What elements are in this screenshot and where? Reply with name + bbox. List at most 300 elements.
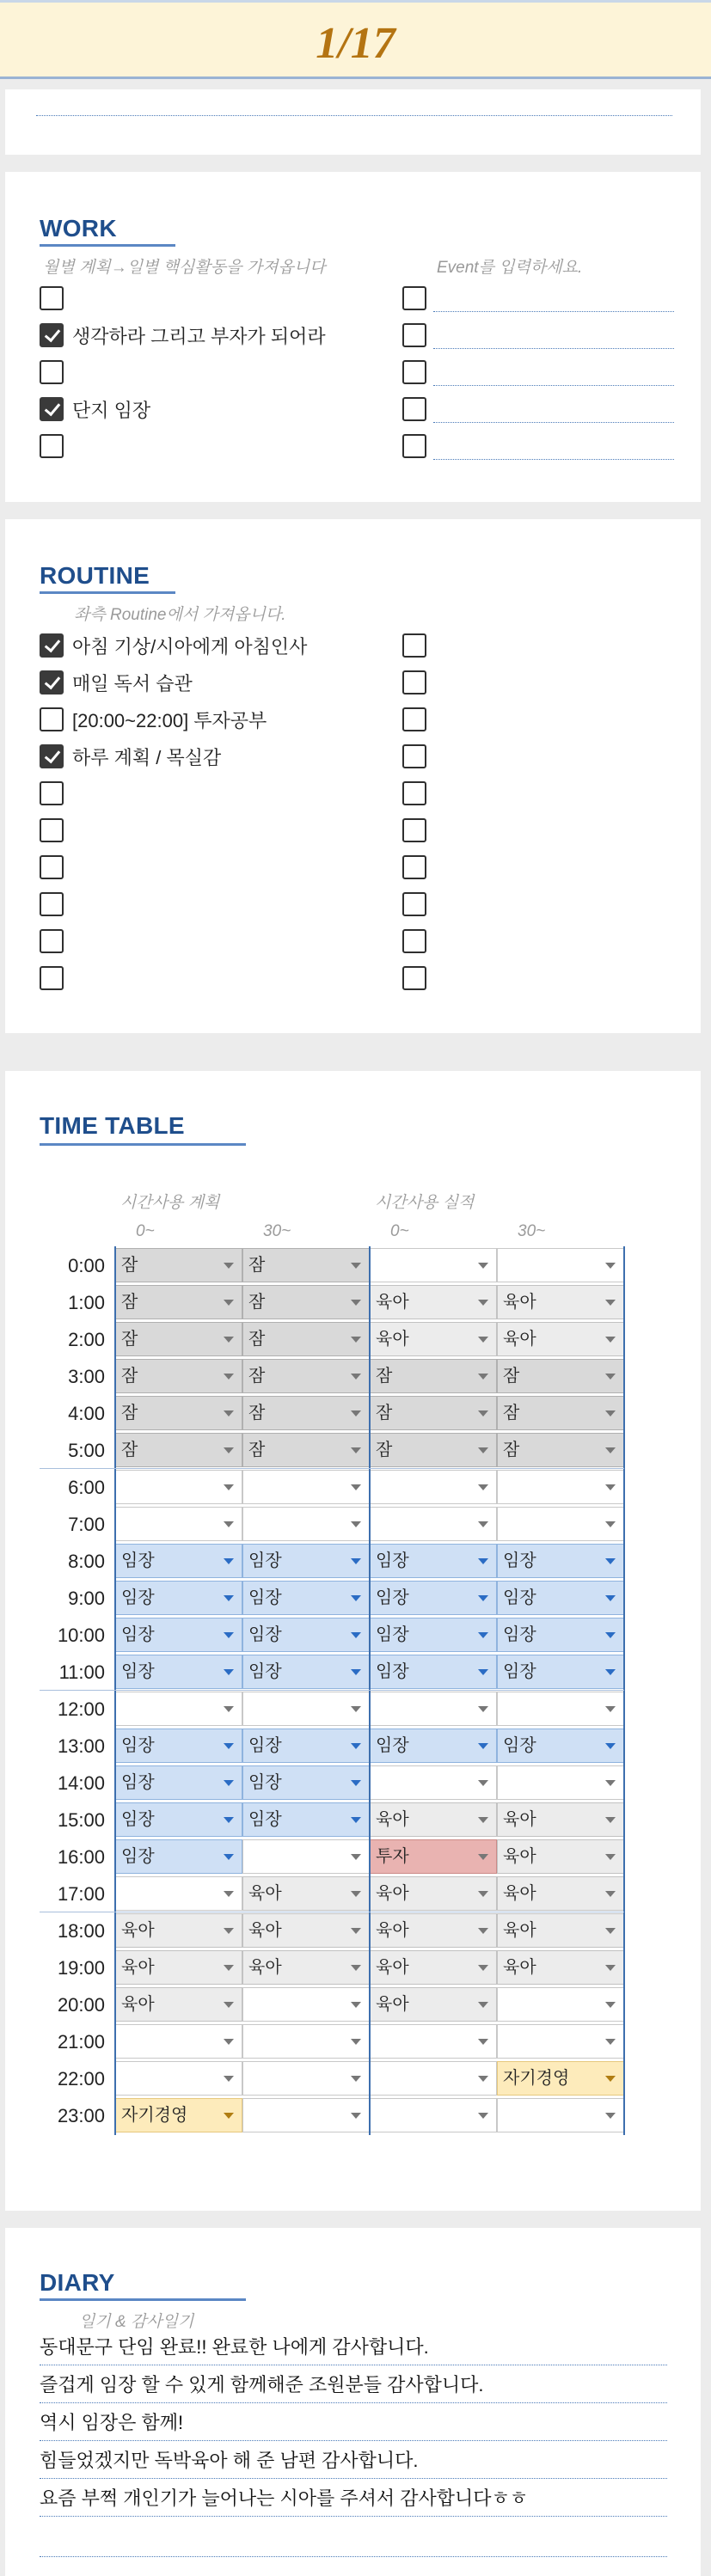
timetable-dropdown[interactable] bbox=[115, 1913, 242, 1948]
timetable-dropdown[interactable] bbox=[115, 1950, 242, 1985]
checkbox-unchecked[interactable] bbox=[40, 818, 64, 842]
checklist-row[interactable] bbox=[402, 888, 435, 921]
chevron-down-icon[interactable] bbox=[224, 1928, 234, 1934]
timetable-dropdown[interactable] bbox=[115, 1359, 242, 1393]
chevron-down-icon[interactable] bbox=[351, 1374, 361, 1380]
chevron-down-icon[interactable] bbox=[224, 1484, 234, 1490]
checklist-row[interactable] bbox=[40, 888, 72, 921]
time-label: 21:00 bbox=[57, 2031, 105, 2053]
timetable-dropdown[interactable] bbox=[242, 1507, 370, 1541]
timetable-dropdown[interactable] bbox=[370, 1248, 497, 1282]
timetable-dropdown[interactable] bbox=[497, 1692, 624, 1726]
timetable-dropdown[interactable] bbox=[370, 1618, 497, 1652]
chevron-down-icon[interactable] bbox=[351, 2002, 361, 2008]
checkbox-unchecked[interactable] bbox=[402, 855, 426, 879]
checkbox-checked[interactable] bbox=[40, 323, 64, 347]
chevron-down-icon[interactable] bbox=[224, 1780, 234, 1786]
chevron-down-icon[interactable] bbox=[351, 1669, 361, 1675]
chevron-down-icon[interactable] bbox=[351, 1928, 361, 1934]
chevron-down-icon[interactable] bbox=[224, 1558, 234, 1564]
checkbox-unchecked[interactable] bbox=[402, 707, 426, 731]
checkbox-unchecked[interactable] bbox=[40, 781, 64, 805]
timetable-dropdown[interactable] bbox=[497, 1544, 624, 1578]
timetable-dropdown[interactable] bbox=[242, 1285, 370, 1319]
timetable-dropdown[interactable] bbox=[115, 1507, 242, 1541]
timetable-dropdown[interactable] bbox=[115, 1248, 242, 1282]
chevron-down-icon[interactable] bbox=[478, 2039, 488, 2045]
checklist-row[interactable] bbox=[402, 851, 435, 884]
chevron-down-icon[interactable] bbox=[478, 1706, 488, 1712]
chevron-down-icon[interactable] bbox=[605, 1817, 616, 1823]
chevron-down-icon[interactable] bbox=[351, 2113, 361, 2119]
chevron-down-icon[interactable] bbox=[224, 1743, 234, 1749]
chevron-down-icon[interactable] bbox=[351, 1595, 361, 1601]
chevron-down-icon[interactable] bbox=[605, 1595, 616, 1601]
checkbox-unchecked[interactable] bbox=[40, 892, 64, 916]
event-input-line[interactable] bbox=[433, 348, 674, 349]
checklist-row[interactable] bbox=[402, 703, 435, 736]
chevron-down-icon[interactable] bbox=[478, 1410, 488, 1416]
time-label: 19:00 bbox=[57, 1957, 105, 1979]
checklist-row[interactable] bbox=[40, 851, 72, 884]
chevron-down-icon[interactable] bbox=[351, 1447, 361, 1453]
diary-section bbox=[5, 2228, 701, 2576]
timetable-dropdown[interactable] bbox=[115, 1876, 242, 1911]
chevron-down-icon[interactable] bbox=[605, 2039, 616, 2045]
checkbox-unchecked[interactable] bbox=[40, 286, 64, 310]
timetable-dropdown[interactable] bbox=[497, 2098, 624, 2132]
work-title-underline bbox=[40, 244, 175, 247]
chevron-down-icon[interactable] bbox=[605, 1669, 616, 1675]
chevron-down-icon[interactable] bbox=[224, 2002, 234, 2008]
chevron-down-icon[interactable] bbox=[605, 1632, 616, 1638]
timetable-dropdown[interactable] bbox=[497, 1581, 624, 1615]
chevron-down-icon[interactable] bbox=[605, 1337, 616, 1343]
checkbox-unchecked[interactable] bbox=[402, 633, 426, 658]
timetable-dropdown[interactable] bbox=[370, 1359, 497, 1393]
chevron-down-icon[interactable] bbox=[478, 2076, 488, 2082]
checklist-label: 하루 계획 / 목실감 bbox=[72, 746, 222, 768]
timetable-dropdown[interactable] bbox=[497, 1285, 624, 1319]
chevron-down-icon[interactable] bbox=[478, 1300, 488, 1306]
timetable-dropdown[interactable] bbox=[370, 1507, 497, 1541]
checklist-row[interactable] bbox=[402, 393, 435, 425]
dropdown-value: 잠 bbox=[503, 1367, 520, 1386]
checkbox-checked[interactable] bbox=[40, 670, 64, 694]
chevron-down-icon[interactable] bbox=[478, 1743, 488, 1749]
checklist-row[interactable] bbox=[40, 430, 72, 462]
timetable-dropdown[interactable] bbox=[242, 1359, 370, 1393]
chevron-down-icon[interactable] bbox=[478, 1595, 488, 1601]
chevron-down-icon[interactable] bbox=[605, 2002, 616, 2008]
checklist-row[interactable] bbox=[40, 319, 326, 352]
chevron-down-icon[interactable] bbox=[351, 1558, 361, 1564]
timetable-dropdown[interactable] bbox=[242, 1544, 370, 1578]
timetable-dropdown[interactable] bbox=[115, 1322, 242, 1356]
chevron-down-icon[interactable] bbox=[478, 1928, 488, 1934]
chevron-down-icon[interactable] bbox=[351, 1965, 361, 1971]
event-input-line[interactable] bbox=[433, 422, 674, 423]
timetable-dropdown[interactable] bbox=[115, 1433, 242, 1467]
timetable-dropdown[interactable] bbox=[115, 2061, 242, 2096]
timetable-dropdown[interactable] bbox=[370, 1433, 497, 1467]
timetable-dropdown[interactable] bbox=[242, 2024, 370, 2059]
checkbox-unchecked[interactable] bbox=[40, 434, 64, 458]
timetable-dropdown[interactable] bbox=[370, 1729, 497, 1763]
chevron-down-icon[interactable] bbox=[224, 1817, 234, 1823]
checkbox-unchecked[interactable] bbox=[402, 360, 426, 384]
checklist-row[interactable] bbox=[402, 666, 435, 699]
dropdown-value: 잠 bbox=[121, 1293, 138, 1312]
event-input-line[interactable] bbox=[433, 385, 674, 386]
timetable-dropdown[interactable] bbox=[497, 2061, 624, 2096]
diary-entry[interactable]: 동대문구 단임 완료!! 완료한 나에게 감사합니다. bbox=[40, 2331, 667, 2365]
timetable-dropdown[interactable] bbox=[370, 1470, 497, 1504]
chevron-down-icon[interactable] bbox=[478, 1891, 488, 1897]
checkbox-checked[interactable] bbox=[40, 633, 64, 658]
timetable-subheader: 30~ bbox=[263, 1222, 291, 1240]
checklist-row[interactable] bbox=[40, 777, 72, 810]
chevron-down-icon[interactable] bbox=[224, 1595, 234, 1601]
chevron-down-icon[interactable] bbox=[478, 1521, 488, 1527]
timetable-dropdown[interactable] bbox=[370, 1396, 497, 1430]
timetable-dropdown[interactable] bbox=[242, 2061, 370, 2096]
checklist-row[interactable] bbox=[40, 814, 72, 847]
timetable-dropdown[interactable] bbox=[370, 1655, 497, 1689]
dropdown-value: 임장 bbox=[121, 1588, 155, 1607]
timetable-dropdown[interactable] bbox=[242, 1581, 370, 1615]
time-label: 4:00 bbox=[68, 1403, 105, 1424]
chevron-down-icon[interactable] bbox=[351, 1300, 361, 1306]
dropdown-value: 임장 bbox=[248, 1625, 282, 1644]
timetable-dropdown[interactable] bbox=[370, 1802, 497, 1837]
timetable-dropdown[interactable] bbox=[370, 1876, 497, 1911]
checklist-row[interactable] bbox=[40, 356, 72, 389]
dropdown-value: 육아 bbox=[503, 1293, 536, 1312]
timetable-dropdown[interactable] bbox=[115, 1396, 242, 1430]
chevron-down-icon[interactable] bbox=[351, 1484, 361, 1490]
timetable-dropdown[interactable] bbox=[242, 1396, 370, 1430]
timetable-dropdown[interactable] bbox=[115, 1987, 242, 2022]
timetable-dropdown[interactable] bbox=[242, 1322, 370, 1356]
timetable-dropdown[interactable] bbox=[242, 1248, 370, 1282]
chevron-down-icon[interactable] bbox=[224, 1300, 234, 1306]
chevron-down-icon[interactable] bbox=[605, 1300, 616, 1306]
timetable-dropdown[interactable] bbox=[242, 1876, 370, 1911]
timetable-dropdown[interactable] bbox=[497, 1507, 624, 1541]
timetable-dropdown[interactable] bbox=[497, 1876, 624, 1911]
chevron-down-icon[interactable] bbox=[605, 1780, 616, 1786]
chevron-down-icon[interactable] bbox=[605, 1928, 616, 1934]
chevron-down-icon[interactable] bbox=[351, 1521, 361, 1527]
timetable-dropdown[interactable] bbox=[115, 1544, 242, 1578]
timetable-dropdown[interactable] bbox=[115, 1470, 242, 1504]
timetable-dropdown[interactable] bbox=[370, 1692, 497, 1726]
chevron-down-icon[interactable] bbox=[605, 2113, 616, 2119]
dropdown-value: 잠 bbox=[248, 1330, 266, 1349]
chevron-down-icon[interactable] bbox=[605, 1854, 616, 1860]
timetable-dropdown[interactable] bbox=[242, 1913, 370, 1948]
checkbox-checked[interactable] bbox=[40, 397, 64, 421]
timetable-dropdown[interactable] bbox=[497, 1839, 624, 1874]
chevron-down-icon[interactable] bbox=[224, 1965, 234, 1971]
timetable-dropdown[interactable] bbox=[115, 1839, 242, 1874]
checkbox-unchecked[interactable] bbox=[402, 286, 426, 310]
chevron-down-icon[interactable] bbox=[351, 1706, 361, 1712]
timetable-dropdown[interactable] bbox=[370, 2061, 497, 2096]
checkbox-unchecked[interactable] bbox=[402, 781, 426, 805]
timetable-dropdown[interactable] bbox=[497, 1433, 624, 1467]
timetable-dropdown[interactable] bbox=[242, 1839, 370, 1874]
chevron-down-icon[interactable] bbox=[478, 1374, 488, 1380]
event-input-line[interactable] bbox=[433, 311, 674, 312]
chevron-down-icon[interactable] bbox=[478, 1854, 488, 1860]
timetable-dropdown[interactable] bbox=[242, 1950, 370, 1985]
timetable-divider bbox=[623, 1246, 625, 2135]
chevron-down-icon[interactable] bbox=[605, 2076, 616, 2082]
dropdown-value: 육아 bbox=[503, 1330, 536, 1349]
chevron-down-icon[interactable] bbox=[224, 2076, 234, 2082]
chevron-down-icon[interactable] bbox=[605, 1558, 616, 1564]
chevron-down-icon[interactable] bbox=[351, 2076, 361, 2082]
chevron-down-icon[interactable] bbox=[351, 1337, 361, 1343]
checklist-row[interactable] bbox=[402, 629, 435, 662]
timetable-dropdown[interactable] bbox=[242, 1692, 370, 1726]
checkbox-unchecked[interactable] bbox=[402, 744, 426, 768]
dropdown-value: 잠 bbox=[248, 1404, 266, 1423]
chevron-down-icon[interactable] bbox=[478, 1780, 488, 1786]
timetable-dropdown[interactable] bbox=[242, 2098, 370, 2132]
checkbox-unchecked[interactable] bbox=[402, 818, 426, 842]
checkbox-unchecked[interactable] bbox=[40, 360, 64, 384]
timetable-dropdown[interactable] bbox=[497, 1396, 624, 1430]
chevron-down-icon[interactable] bbox=[351, 1854, 361, 1860]
timetable-dropdown[interactable] bbox=[115, 1729, 242, 1763]
checklist-row[interactable] bbox=[402, 777, 435, 810]
checkbox-unchecked[interactable] bbox=[40, 855, 64, 879]
timetable-dropdown[interactable] bbox=[370, 1839, 497, 1874]
diary-entry[interactable]: 요즘 부쩍 개인기가 늘어나는 시아를 주셔서 감사합니다ㅎㅎ bbox=[40, 2482, 667, 2517]
timetable-divider bbox=[369, 1246, 371, 2135]
chevron-down-icon[interactable] bbox=[351, 1817, 361, 1823]
checklist-row[interactable] bbox=[40, 666, 193, 699]
chevron-down-icon[interactable] bbox=[605, 1374, 616, 1380]
timetable-dropdown[interactable] bbox=[497, 1950, 624, 1985]
timetable-dropdown[interactable] bbox=[497, 1470, 624, 1504]
timetable-dropdown[interactable] bbox=[497, 1359, 624, 1393]
timetable-dropdown[interactable] bbox=[115, 1581, 242, 1615]
chevron-down-icon[interactable] bbox=[478, 1817, 488, 1823]
diary-entry[interactable]: 즐겁게 임장 할 수 있게 함께해준 조원분들 감사합니다. bbox=[40, 2369, 667, 2403]
timetable-dropdown[interactable] bbox=[497, 1987, 624, 2022]
diary-entry[interactable]: 힘들었겠지만 독박육아 해 준 남편 감사합니다. bbox=[40, 2444, 667, 2479]
event-input-line[interactable] bbox=[433, 459, 674, 460]
chevron-down-icon[interactable] bbox=[224, 1706, 234, 1712]
work-hint-left: 월별 계획→일별 핵심활동을 가져옵니다 bbox=[43, 259, 326, 277]
routine-title-underline bbox=[40, 591, 175, 594]
chevron-down-icon[interactable] bbox=[478, 1337, 488, 1343]
chevron-down-icon[interactable] bbox=[605, 1743, 616, 1749]
checklist-row[interactable] bbox=[402, 740, 435, 773]
chevron-down-icon[interactable] bbox=[478, 1484, 488, 1490]
chevron-down-icon[interactable] bbox=[605, 1706, 616, 1712]
timetable-dropdown[interactable] bbox=[497, 1913, 624, 1948]
timetable-dropdown[interactable] bbox=[115, 1802, 242, 1837]
chevron-down-icon[interactable] bbox=[224, 1263, 234, 1269]
chevron-down-icon[interactable] bbox=[224, 1410, 234, 1416]
chevron-down-icon[interactable] bbox=[351, 1780, 361, 1786]
timetable-dropdown[interactable] bbox=[370, 1950, 497, 1985]
checkbox-unchecked[interactable] bbox=[40, 929, 64, 953]
timetable-dropdown[interactable] bbox=[115, 2098, 242, 2132]
timetable-dropdown[interactable] bbox=[242, 1987, 370, 2022]
checklist-row[interactable] bbox=[402, 925, 435, 958]
chevron-down-icon[interactable] bbox=[224, 1632, 234, 1638]
time-label: 3:00 bbox=[68, 1366, 105, 1387]
checklist-row[interactable] bbox=[402, 430, 435, 462]
timetable-dropdown[interactable] bbox=[370, 1544, 497, 1578]
chevron-down-icon[interactable] bbox=[351, 1743, 361, 1749]
chevron-down-icon[interactable] bbox=[605, 1484, 616, 1490]
checklist-row[interactable] bbox=[40, 703, 267, 736]
timetable-dropdown[interactable] bbox=[115, 1285, 242, 1319]
checkbox-unchecked[interactable] bbox=[402, 892, 426, 916]
timetable-dropdown[interactable] bbox=[242, 1433, 370, 1467]
checkbox-unchecked[interactable] bbox=[402, 670, 426, 694]
timetable-dropdown[interactable] bbox=[497, 1248, 624, 1282]
diary-entry[interactable]: 역시 임장은 함께! bbox=[40, 2407, 667, 2441]
chevron-down-icon[interactable] bbox=[478, 2002, 488, 2008]
dropdown-value: 투자 bbox=[376, 1847, 409, 1866]
timetable-dropdown[interactable] bbox=[242, 1802, 370, 1837]
time-label: 0:00 bbox=[68, 1255, 105, 1276]
dropdown-value: 임장 bbox=[503, 1736, 536, 1755]
checklist-row[interactable] bbox=[402, 814, 435, 847]
checklist-row[interactable] bbox=[40, 962, 72, 994]
timetable-dropdown[interactable] bbox=[115, 2024, 242, 2059]
chevron-down-icon[interactable] bbox=[224, 1337, 234, 1343]
chevron-down-icon[interactable] bbox=[224, 1521, 234, 1527]
timetable-dropdown[interactable] bbox=[370, 1987, 497, 2022]
checklist-row[interactable] bbox=[40, 393, 150, 425]
header-note-line[interactable] bbox=[36, 115, 672, 116]
dropdown-value: 잠 bbox=[248, 1367, 266, 1386]
timetable-dropdown[interactable] bbox=[370, 1285, 497, 1319]
chevron-down-icon[interactable] bbox=[478, 1447, 488, 1453]
chevron-down-icon[interactable] bbox=[224, 1891, 234, 1897]
checkbox-unchecked[interactable] bbox=[402, 929, 426, 953]
chevron-down-icon[interactable] bbox=[478, 1965, 488, 1971]
chevron-down-icon[interactable] bbox=[224, 2039, 234, 2045]
chevron-down-icon[interactable] bbox=[478, 1263, 488, 1269]
chevron-down-icon[interactable] bbox=[605, 1263, 616, 1269]
chevron-down-icon[interactable] bbox=[605, 1410, 616, 1416]
timetable-dropdown[interactable] bbox=[497, 1618, 624, 1652]
chevron-down-icon[interactable] bbox=[478, 2113, 488, 2119]
timetable-dropdown[interactable] bbox=[497, 1322, 624, 1356]
chevron-down-icon[interactable] bbox=[224, 2113, 234, 2119]
timetable-dropdown[interactable] bbox=[115, 1618, 242, 1652]
chevron-down-icon[interactable] bbox=[351, 1263, 361, 1269]
checklist-label: 생각하라 그리고 부자가 되어라 bbox=[72, 325, 326, 347]
timetable-dropdown[interactable] bbox=[497, 1655, 624, 1689]
checklist-row[interactable] bbox=[402, 319, 435, 352]
checklist-row[interactable] bbox=[40, 925, 72, 958]
timetable-dropdown[interactable] bbox=[497, 2024, 624, 2059]
timetable-dropdown[interactable] bbox=[242, 1729, 370, 1763]
timetable-dropdown[interactable] bbox=[242, 1618, 370, 1652]
timetable-dropdown[interactable] bbox=[370, 2098, 497, 2132]
diary-empty-line[interactable] bbox=[40, 2556, 667, 2557]
dropdown-value: 자기경영 bbox=[503, 2069, 570, 2088]
timetable-dropdown[interactable] bbox=[370, 1913, 497, 1948]
timetable-dropdown[interactable] bbox=[115, 1655, 242, 1689]
timetable-dropdown[interactable] bbox=[497, 1765, 624, 1800]
checkbox-unchecked[interactable] bbox=[402, 966, 426, 990]
chevron-down-icon[interactable] bbox=[351, 2039, 361, 2045]
checkbox-unchecked[interactable] bbox=[402, 323, 426, 347]
timetable-dropdown[interactable] bbox=[370, 1765, 497, 1800]
timetable-dropdown[interactable] bbox=[115, 1692, 242, 1726]
timetable-dropdown[interactable] bbox=[242, 1470, 370, 1504]
chevron-down-icon[interactable] bbox=[351, 1632, 361, 1638]
chevron-down-icon[interactable] bbox=[605, 1521, 616, 1527]
time-label: 13:00 bbox=[57, 1735, 105, 1757]
checkbox-unchecked[interactable] bbox=[402, 397, 426, 421]
diary-title-underline bbox=[40, 2298, 246, 2301]
timetable-dropdown[interactable] bbox=[242, 1655, 370, 1689]
chevron-down-icon[interactable] bbox=[478, 1558, 488, 1564]
chevron-down-icon[interactable] bbox=[478, 1632, 488, 1638]
chevron-down-icon[interactable] bbox=[605, 1891, 616, 1897]
checkbox-unchecked[interactable] bbox=[40, 707, 64, 731]
checklist-row[interactable] bbox=[40, 282, 72, 315]
checklist-row[interactable] bbox=[402, 282, 435, 315]
time-label: 7:00 bbox=[68, 1514, 105, 1535]
checklist-row[interactable] bbox=[402, 962, 435, 994]
chevron-down-icon[interactable] bbox=[351, 1891, 361, 1897]
chevron-down-icon[interactable] bbox=[605, 1965, 616, 1971]
dropdown-value: 임장 bbox=[121, 1551, 155, 1570]
chevron-down-icon[interactable] bbox=[224, 1374, 234, 1380]
checklist-row[interactable] bbox=[40, 629, 307, 662]
checkbox-unchecked[interactable] bbox=[40, 966, 64, 990]
checkbox-checked[interactable] bbox=[40, 744, 64, 768]
chevron-down-icon[interactable] bbox=[351, 1410, 361, 1416]
dropdown-value: 임장 bbox=[503, 1662, 536, 1681]
checklist-row[interactable] bbox=[40, 740, 221, 773]
timetable-dropdown[interactable] bbox=[370, 2024, 497, 2059]
checklist-row[interactable] bbox=[402, 356, 435, 389]
dropdown-value: 임장 bbox=[376, 1625, 409, 1644]
timetable-dropdown[interactable] bbox=[497, 1802, 624, 1837]
chevron-down-icon[interactable] bbox=[478, 1669, 488, 1675]
timetable-dropdown[interactable] bbox=[370, 1322, 497, 1356]
timetable-dropdown[interactable] bbox=[242, 1765, 370, 1800]
chevron-down-icon[interactable] bbox=[224, 1447, 234, 1453]
chevron-down-icon[interactable] bbox=[224, 1669, 234, 1675]
dropdown-value: 임장 bbox=[248, 1588, 282, 1607]
checkbox-unchecked[interactable] bbox=[402, 434, 426, 458]
timetable-dropdown[interactable] bbox=[370, 1581, 497, 1615]
time-label: 18:00 bbox=[57, 1920, 105, 1942]
chevron-down-icon[interactable] bbox=[224, 1854, 234, 1860]
checklist-label: 단지 임장 bbox=[72, 399, 151, 421]
timetable-dropdown[interactable] bbox=[497, 1729, 624, 1763]
timetable-dropdown[interactable] bbox=[115, 1765, 242, 1800]
timetable-divider bbox=[114, 1246, 116, 2135]
chevron-down-icon[interactable] bbox=[605, 1447, 616, 1453]
